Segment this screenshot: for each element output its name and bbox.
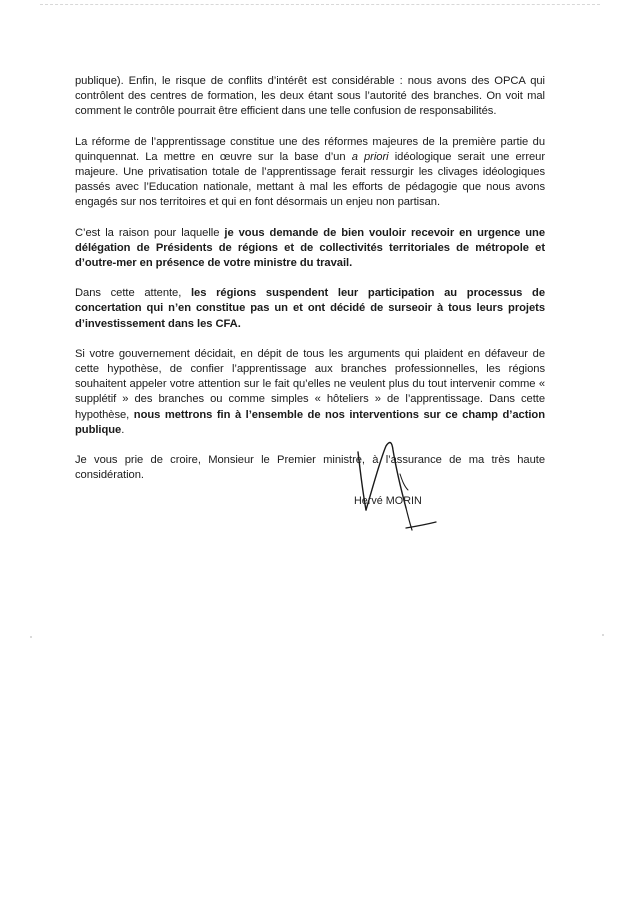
italic-text: a priori — [351, 150, 389, 163]
letter-body — [75, 74, 545, 498]
paragraph-text: Je vous prie de croire, Monsieur le Premier ministre, à l’assurance de ma très haute considération. — [75, 454, 545, 482]
emphasized-text: je vous demande de bien vouloir recevoir en urgence une délégation de Présidents de régions et de collectivités territoriales de métropole et d’outre-mer en présence de votre ministre du travail. — [75, 226, 545, 270]
signer-name: Hervé MORIN — [354, 495, 422, 507]
paragraph-text: publique). Enfin, le risque de conflits d’intérêt est considérable : nous avons des OPCA qui contrôlent des centres de formation, les deux étant sous l’autorité des branches. On voit mal comment le contrôle pourrait être efficient dans une telle confusion de responsabilités. — [75, 75, 545, 118]
handwritten-signature — [338, 438, 458, 538]
paragraph-text: Si votre gouvernement décidait, en dépit de tous les arguments qui plaident en défaveur de cette hypothèse, de confier l’apprentissage aux branches professionnelles, les régions souhaitent appeler votre attention sur le fait qu’elles ne veulent plus du tout intervenir comme « supplétif » des branches ou comme simples « hôteliers » de l’apprentissage. Dans cette hypothèse, — [75, 347, 545, 421]
letter-paragraph — [75, 135, 545, 211]
letter-paragraph — [75, 347, 545, 438]
letter-paragraph — [75, 453, 545, 483]
letter-paragraph — [75, 286, 545, 332]
paragraph-text: Dans cette attente, — [75, 287, 191, 300]
paragraph-text: idéologique serait une erreur majeure. Une privatisation totale de l’apprentissage ferait ressurgir les clivages idéologiques passés avec l’Education nationale, mettant à mal les efforts de pédagogie que nous avons engagés sur nos territoires et qui en font désormais un enjeu non partisan. — [75, 150, 546, 209]
letter-paragraph — [75, 226, 545, 272]
paragraph-text: . — [121, 423, 125, 436]
paragraph-text: C’est la raison pour laquelle — [75, 226, 225, 239]
letter-paragraph — [75, 74, 545, 120]
page-top-border — [40, 4, 600, 5]
scan-speck — [30, 636, 32, 638]
signature-block — [338, 438, 458, 538]
emphasized-text: les régions suspendent leur participation au processus de concertation qui n’en constitue pas un et ont décidé de surseoir à tous leurs projets d’investissement dans les CFA. — [75, 287, 545, 330]
emphasized-text: nous mettrons fin à l’ensemble de nos interventions sur ce champ d’action publique — [75, 408, 546, 436]
paragraph-text: La réforme de l’apprentissage constitue une des réformes majeures de la première partie du quinquennat. La mettre en œuvre sur la base d’un — [75, 135, 545, 163]
scan-speck — [602, 634, 604, 636]
